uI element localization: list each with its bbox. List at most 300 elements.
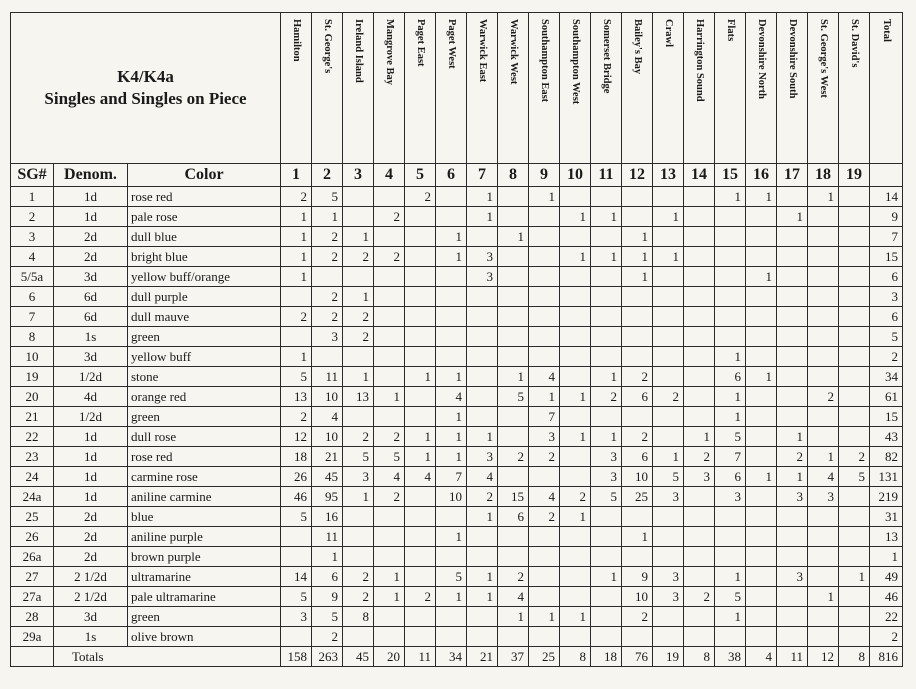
count-cell (343, 187, 374, 207)
count-cell: 2 (622, 607, 653, 627)
row-total-cell: 7 (870, 227, 903, 247)
count-cell (808, 607, 839, 627)
sg-number-cell: 5/5a (11, 267, 54, 287)
column-number: 12 (622, 164, 653, 187)
location-label: Southampton West (570, 19, 581, 105)
count-cell (684, 227, 715, 247)
count-cell: 2 (281, 307, 312, 327)
denomination-cell: 3d (54, 347, 128, 367)
count-cell (715, 247, 746, 267)
count-cell (436, 187, 467, 207)
count-cell (839, 487, 870, 507)
count-cell: 25 (622, 487, 653, 507)
location-label: Paget East (415, 19, 426, 67)
count-cell (405, 327, 436, 347)
count-cell: 1 (405, 447, 436, 467)
count-cell (343, 207, 374, 227)
count-cell: 1 (312, 547, 343, 567)
column-total-cell: 34 (436, 647, 467, 667)
color-cell: aniline carmine (128, 487, 281, 507)
count-cell: 4 (405, 467, 436, 487)
count-cell: 2 (498, 567, 529, 587)
denomination-cell: 2d (54, 227, 128, 247)
count-cell: 46 (281, 487, 312, 507)
count-cell: 26 (281, 467, 312, 487)
count-cell (467, 367, 498, 387)
count-cell: 1 (715, 187, 746, 207)
count-cell: 1 (374, 387, 405, 407)
count-cell (777, 287, 808, 307)
count-cell (808, 227, 839, 247)
table-row (11, 567, 903, 587)
count-cell (591, 527, 622, 547)
color-cell: green (128, 607, 281, 627)
row-total-cell: 22 (870, 607, 903, 627)
count-cell: 2 (405, 587, 436, 607)
location-header (715, 13, 746, 164)
count-cell (467, 547, 498, 567)
count-cell (746, 327, 777, 347)
count-cell (436, 607, 467, 627)
color-cell: stone (128, 367, 281, 387)
count-cell (436, 207, 467, 227)
count-cell (808, 267, 839, 287)
count-cell: 2 (343, 427, 374, 447)
count-cell: 1 (281, 227, 312, 247)
count-cell: 1 (281, 267, 312, 287)
location-label: St. David's (849, 19, 860, 68)
count-cell (777, 367, 808, 387)
count-cell: 5 (436, 567, 467, 587)
count-cell (684, 487, 715, 507)
row-total-cell: 5 (870, 327, 903, 347)
table-row (11, 487, 903, 507)
location-header-row (11, 13, 903, 164)
sg-number-cell: 24a (11, 487, 54, 507)
count-cell: 1 (622, 227, 653, 247)
count-cell: 4 (467, 467, 498, 487)
count-cell (498, 407, 529, 427)
count-cell (498, 527, 529, 547)
count-cell (281, 527, 312, 547)
location-header (808, 13, 839, 164)
count-cell (746, 247, 777, 267)
count-cell: 13 (343, 387, 374, 407)
count-cell: 1 (808, 447, 839, 467)
location-header (839, 13, 870, 164)
count-cell (777, 587, 808, 607)
count-cell (529, 267, 560, 287)
count-cell: 1 (622, 267, 653, 287)
count-cell: 4 (498, 587, 529, 607)
color-cell: rose red (128, 187, 281, 207)
count-cell (622, 347, 653, 367)
count-cell (746, 227, 777, 247)
count-cell (498, 247, 529, 267)
column-number: 19 (839, 164, 870, 187)
count-cell (374, 627, 405, 647)
count-cell: 2 (343, 587, 374, 607)
count-cell (560, 627, 591, 647)
table-row (11, 607, 903, 627)
column-number: 18 (808, 164, 839, 187)
count-cell: 5 (653, 467, 684, 487)
count-cell (777, 547, 808, 567)
totals-row (11, 647, 903, 667)
count-cell: 1 (746, 467, 777, 487)
row-total-cell: 2 (870, 627, 903, 647)
location-label: St. George's (322, 19, 333, 74)
title-line-2: Singles and Singles on Piece (44, 89, 247, 108)
count-cell: 1 (436, 447, 467, 467)
count-cell (777, 627, 808, 647)
location-header (343, 13, 374, 164)
count-cell (684, 567, 715, 587)
count-cell (839, 427, 870, 447)
location-header (405, 13, 436, 164)
count-cell (591, 607, 622, 627)
count-cell (746, 527, 777, 547)
color-cell: pale rose (128, 207, 281, 227)
count-cell: 45 (312, 467, 343, 487)
count-cell: 1 (498, 227, 529, 247)
count-cell: 8 (343, 607, 374, 627)
row-total-cell: 2 (870, 347, 903, 367)
count-cell: 3 (808, 487, 839, 507)
location-header (777, 13, 808, 164)
column-total-cell: 76 (622, 647, 653, 667)
count-cell: 1 (405, 427, 436, 447)
count-cell: 1 (591, 247, 622, 267)
color-cell: blue (128, 507, 281, 527)
denomination-cell: 1d (54, 427, 128, 447)
count-cell: 5 (591, 487, 622, 507)
count-cell: 5 (281, 587, 312, 607)
count-cell (622, 187, 653, 207)
count-cell (498, 467, 529, 487)
title-line-1: K4/K4a (117, 67, 174, 86)
count-cell (746, 427, 777, 447)
count-cell: 1 (746, 187, 777, 207)
column-total-cell: 18 (591, 647, 622, 667)
count-cell (498, 627, 529, 647)
count-cell (653, 307, 684, 327)
count-cell (746, 347, 777, 367)
table-row (11, 587, 903, 607)
count-cell (839, 627, 870, 647)
count-cell: 4 (436, 387, 467, 407)
count-cell (467, 227, 498, 247)
count-cell (839, 287, 870, 307)
location-label: Harrington Sound (694, 19, 705, 102)
stamp-distribution-table (10, 12, 903, 667)
count-cell: 2 (684, 447, 715, 467)
count-cell: 1 (343, 287, 374, 307)
count-cell (653, 527, 684, 547)
count-cell (405, 227, 436, 247)
table-row (11, 347, 903, 367)
count-cell: 3 (715, 487, 746, 507)
denomination-cell: 1d (54, 467, 128, 487)
count-cell (653, 407, 684, 427)
count-cell: 1 (436, 427, 467, 447)
count-cell (622, 407, 653, 427)
count-cell (560, 307, 591, 327)
count-cell (746, 287, 777, 307)
row-total-cell: 34 (870, 367, 903, 387)
count-cell (529, 307, 560, 327)
count-cell (715, 627, 746, 647)
row-total-cell: 82 (870, 447, 903, 467)
denomination-cell: 2 1/2d (54, 567, 128, 587)
sg-number-cell: 8 (11, 327, 54, 347)
column-total-cell: 158 (281, 647, 312, 667)
denomination-cell: 2d (54, 507, 128, 527)
count-cell: 4 (529, 487, 560, 507)
count-cell (343, 547, 374, 567)
count-cell (715, 307, 746, 327)
count-cell: 16 (312, 507, 343, 527)
count-cell: 4 (529, 367, 560, 387)
row-total-cell: 6 (870, 307, 903, 327)
row-total-cell: 14 (870, 187, 903, 207)
count-cell: 6 (622, 447, 653, 467)
count-cell: 1 (467, 587, 498, 607)
count-cell (405, 567, 436, 587)
count-cell (467, 527, 498, 547)
count-cell: 1 (312, 207, 343, 227)
column-number: 3 (343, 164, 374, 187)
sg-number-cell: 21 (11, 407, 54, 427)
count-cell (684, 307, 715, 327)
column-total-cell: 4 (746, 647, 777, 667)
location-header (312, 13, 343, 164)
table-row (11, 247, 903, 267)
location-header (591, 13, 622, 164)
count-cell: 1 (746, 367, 777, 387)
table-row (11, 627, 903, 647)
count-cell (467, 307, 498, 327)
count-cell (653, 627, 684, 647)
count-cell (839, 347, 870, 367)
count-cell: 1 (653, 447, 684, 467)
count-cell (653, 607, 684, 627)
count-cell: 1 (529, 387, 560, 407)
table-row (11, 327, 903, 347)
count-cell (653, 347, 684, 367)
count-cell (374, 287, 405, 307)
count-cell (808, 627, 839, 647)
count-cell: 4 (312, 407, 343, 427)
location-header (622, 13, 653, 164)
table-row (11, 547, 903, 567)
denomination-cell: 1d (54, 447, 128, 467)
count-cell (374, 267, 405, 287)
row-total-cell: 43 (870, 427, 903, 447)
count-cell: 6 (715, 367, 746, 387)
denomination-cell: 2 1/2d (54, 587, 128, 607)
column-number: 1 (281, 164, 312, 187)
count-cell (777, 327, 808, 347)
count-cell (498, 327, 529, 347)
count-cell: 1 (281, 247, 312, 267)
count-cell (653, 507, 684, 527)
table-row (11, 187, 903, 207)
denomination-cell: 4d (54, 387, 128, 407)
count-cell (591, 227, 622, 247)
location-label: Devonshire South (787, 19, 798, 99)
count-cell: 3 (467, 447, 498, 467)
location-header (374, 13, 405, 164)
count-cell (839, 367, 870, 387)
count-cell: 1 (622, 247, 653, 267)
column-number: 10 (560, 164, 591, 187)
table-row (11, 387, 903, 407)
column-total-cell: 45 (343, 647, 374, 667)
count-cell: 1 (436, 527, 467, 547)
count-cell (839, 607, 870, 627)
count-cell (529, 327, 560, 347)
count-cell (529, 627, 560, 647)
table-row (11, 207, 903, 227)
count-cell: 1 (343, 227, 374, 247)
color-cell: bright blue (128, 247, 281, 267)
count-cell (839, 267, 870, 287)
count-cell (560, 327, 591, 347)
count-cell (405, 387, 436, 407)
count-cell (405, 507, 436, 527)
count-cell: 1 (560, 247, 591, 267)
row-total-cell: 46 (870, 587, 903, 607)
color-cell: ultramarine (128, 567, 281, 587)
count-cell: 3 (343, 467, 374, 487)
count-cell: 2 (343, 327, 374, 347)
denomination-cell: 1/2d (54, 407, 128, 427)
count-cell: 3 (591, 447, 622, 467)
color-cell: green (128, 327, 281, 347)
count-cell (808, 207, 839, 227)
count-cell (529, 547, 560, 567)
count-cell: 1 (746, 267, 777, 287)
count-cell (746, 567, 777, 587)
count-cell: 2 (622, 427, 653, 447)
count-cell: 1 (560, 387, 591, 407)
denomination-cell: 2d (54, 527, 128, 547)
count-cell (808, 367, 839, 387)
row-total-cell: 61 (870, 387, 903, 407)
count-cell: 2 (374, 247, 405, 267)
count-cell (560, 407, 591, 427)
count-cell (777, 407, 808, 427)
count-cell (839, 527, 870, 547)
count-cell (746, 387, 777, 407)
count-cell (777, 187, 808, 207)
count-cell: 2 (622, 367, 653, 387)
count-cell: 1 (560, 427, 591, 447)
count-cell (374, 607, 405, 627)
count-cell: 1 (591, 567, 622, 587)
column-total-cell: 11 (405, 647, 436, 667)
count-cell: 1 (591, 207, 622, 227)
column-number: 6 (436, 164, 467, 187)
count-cell: 2 (374, 487, 405, 507)
row-total-cell: 31 (870, 507, 903, 527)
count-cell: 1 (467, 567, 498, 587)
column-total-cell: 25 (529, 647, 560, 667)
count-cell (622, 507, 653, 527)
column-number: 14 (684, 164, 715, 187)
count-cell: 1 (715, 387, 746, 407)
column-number: 9 (529, 164, 560, 187)
count-cell: 3 (281, 607, 312, 627)
count-cell: 7 (529, 407, 560, 427)
color-cell: dull purple (128, 287, 281, 307)
count-cell (684, 367, 715, 387)
count-cell (405, 287, 436, 307)
sg-number-cell: 20 (11, 387, 54, 407)
count-cell (405, 487, 436, 507)
sg-number-cell: 1 (11, 187, 54, 207)
count-cell: 1 (467, 507, 498, 527)
count-cell (498, 307, 529, 327)
count-cell: 1 (560, 207, 591, 227)
location-header (653, 13, 684, 164)
count-cell (684, 187, 715, 207)
count-cell (529, 287, 560, 307)
table-row (11, 467, 903, 487)
count-cell (498, 207, 529, 227)
count-cell (591, 507, 622, 527)
count-cell (560, 267, 591, 287)
count-cell: 2 (591, 387, 622, 407)
location-label: Total (881, 19, 892, 42)
count-cell (529, 467, 560, 487)
count-cell (622, 307, 653, 327)
count-cell (715, 507, 746, 527)
column-number: 17 (777, 164, 808, 187)
count-cell: 2 (405, 187, 436, 207)
count-cell (808, 307, 839, 327)
count-cell (684, 347, 715, 367)
count-cell: 2 (343, 307, 374, 327)
location-label: St. George's West (818, 19, 829, 98)
count-cell (529, 567, 560, 587)
count-cell: 3 (467, 267, 498, 287)
count-cell (715, 287, 746, 307)
count-cell: 11 (312, 527, 343, 547)
location-label: Bailey's Bay (632, 19, 643, 75)
count-cell: 5 (281, 367, 312, 387)
count-cell: 1 (467, 187, 498, 207)
count-cell (777, 267, 808, 287)
count-cell: 2 (312, 227, 343, 247)
count-cell (777, 507, 808, 527)
count-cell (405, 207, 436, 227)
count-cell (839, 227, 870, 247)
column-number: 13 (653, 164, 684, 187)
count-cell: 14 (281, 567, 312, 587)
count-cell (715, 267, 746, 287)
column-total-cell: 21 (467, 647, 498, 667)
count-cell (343, 347, 374, 367)
count-cell: 2 (281, 407, 312, 427)
count-cell: 1 (622, 527, 653, 547)
count-cell: 1 (436, 367, 467, 387)
count-cell (715, 227, 746, 247)
location-label: Crawl (663, 19, 674, 47)
count-cell (560, 187, 591, 207)
denomination-cell: 6d (54, 287, 128, 307)
